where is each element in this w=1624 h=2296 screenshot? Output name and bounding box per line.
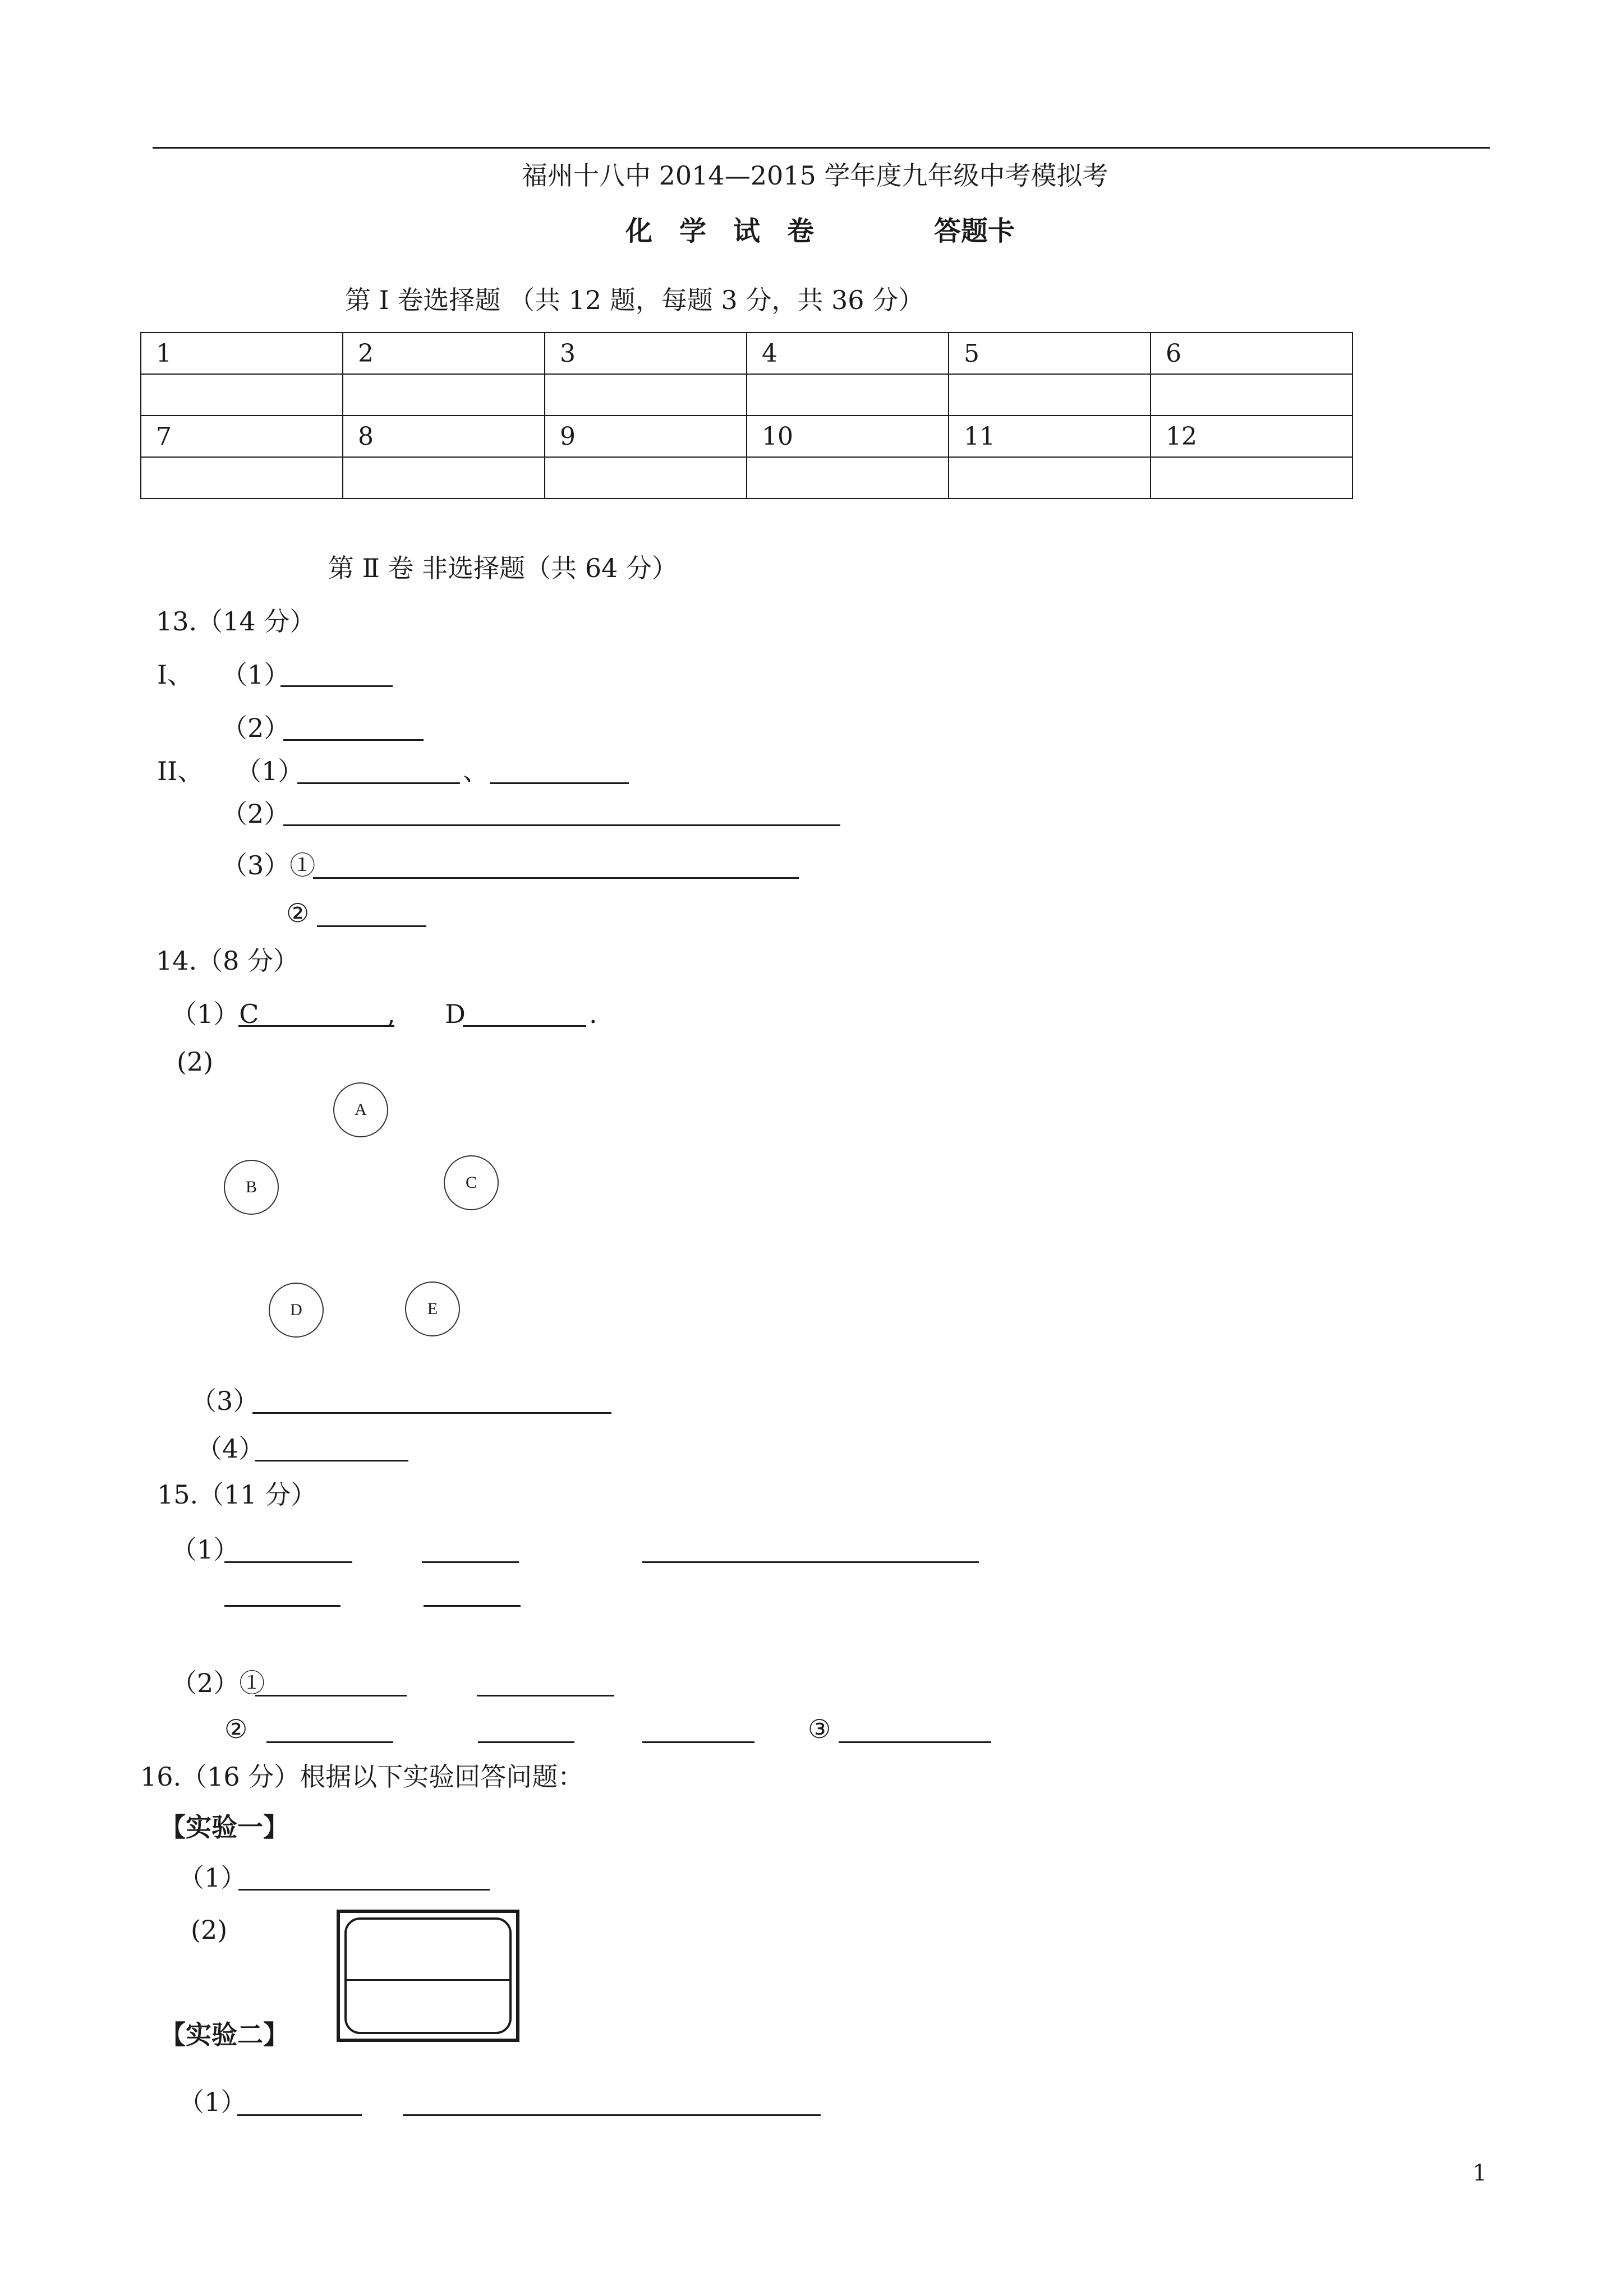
q14-part3-label: （3）	[191, 1386, 259, 1416]
node-e-label: E	[427, 1299, 438, 1318]
answer-cell[interactable]	[141, 374, 343, 416]
q14-part1-d-label: D	[445, 999, 466, 1029]
grid-number: 4	[747, 333, 949, 374]
answer-cell[interactable]	[545, 457, 747, 499]
q15-part2-label: （2）①	[171, 1668, 265, 1698]
q14-part4-label: （4）	[196, 1433, 265, 1464]
q15-part2-blank-6[interactable]	[839, 1741, 991, 1743]
node-d-circle[interactable]	[269, 1283, 324, 1338]
q14-part1-c-blank[interactable]	[238, 1025, 394, 1027]
q14-part1-comma: ,	[387, 999, 395, 1029]
grid-answer-row	[141, 457, 1352, 499]
q13-s1-part2-blank[interactable]	[283, 739, 424, 741]
page-number: 1	[1473, 2160, 1487, 2186]
q13-s2-part3-label: （3）①	[222, 850, 316, 880]
q15-part1-label: （1）	[171, 1534, 240, 1565]
q13-section1-label: I、	[157, 660, 194, 690]
q16-exp2-part1-label: （1）	[178, 2087, 247, 2117]
q15-part1-blank-4[interactable]	[224, 1605, 341, 1607]
card-title: 答题卡	[934, 215, 1015, 247]
q15-part2c-label: ③	[808, 1714, 831, 1744]
q14-part1-period: .	[589, 999, 597, 1029]
answer-cell[interactable]	[141, 457, 343, 499]
grid-number: 10	[747, 416, 949, 457]
q15-part2b-label: ②	[224, 1714, 248, 1744]
q13-s1-part1-blank[interactable]	[280, 685, 393, 687]
q15-part2-blank-3[interactable]	[266, 1741, 393, 1743]
drawing-frame-divider	[346, 1979, 510, 1981]
q16-exp2-part1-blank-a[interactable]	[237, 2114, 362, 2116]
answer-cell[interactable]	[343, 374, 545, 416]
answer-cell[interactable]	[1151, 374, 1352, 416]
answer-cell[interactable]	[343, 457, 545, 499]
q14-part1-label: （1）C	[171, 999, 259, 1029]
q13-s1-part1-label: （1）	[222, 660, 290, 690]
answer-cell[interactable]	[747, 457, 949, 499]
q13-s2-separator: 、	[463, 756, 489, 786]
q14-part3-blank[interactable]	[252, 1412, 611, 1414]
grid-number: 6	[1151, 333, 1352, 374]
grid-number: 9	[545, 416, 747, 457]
q13-s2-part1-blank-a[interactable]	[297, 782, 460, 784]
q15-part1-blank-5[interactable]	[424, 1605, 521, 1607]
q13-s2-part3-blank-b[interactable]	[317, 925, 426, 927]
answer-cell[interactable]	[949, 457, 1151, 499]
node-e-circle[interactable]	[405, 1281, 460, 1336]
node-a-circle[interactable]	[333, 1082, 388, 1137]
grid-number: 2	[343, 333, 545, 374]
q16-experiment2-heading: 【实验二】	[160, 2020, 289, 2050]
q15-part2-blank-1[interactable]	[255, 1695, 407, 1696]
q13-header: 13.（14 分）	[156, 606, 316, 637]
grid-number: 11	[949, 416, 1151, 457]
q15-part2-blank-4[interactable]	[478, 1741, 574, 1743]
q14-part4-blank[interactable]	[255, 1460, 408, 1461]
answer-cell[interactable]	[1151, 457, 1352, 499]
top-rule	[153, 147, 1490, 149]
node-d-label: D	[290, 1301, 302, 1319]
q13-section2-label: II、	[157, 756, 204, 786]
q15-part2-blank-2[interactable]	[477, 1695, 614, 1696]
q14-part2-label: (2)	[177, 1046, 214, 1077]
answer-grid	[140, 332, 1353, 499]
part2-title: 第 Ⅱ 卷 非选择题（共 64 分）	[328, 553, 678, 583]
q13-s2-part3-blank-a[interactable]	[313, 877, 799, 879]
grid-answer-row	[141, 374, 1352, 416]
q16-header: 16.（16 分）根据以下实验回答问题：	[140, 1762, 584, 1792]
school-title: 福州十八中 2014—2015 学年度九年级中考模拟考	[522, 160, 1108, 191]
q13-s2-part2-label: （2）	[222, 799, 290, 829]
q13-s2-part3b-label: ②	[286, 898, 310, 928]
drawing-frame[interactable]	[337, 1910, 519, 2042]
answer-cell[interactable]	[545, 374, 747, 416]
q15-part1-blank-3[interactable]	[642, 1561, 979, 1563]
grid-number: 12	[1151, 416, 1352, 457]
q15-part1-blank-1[interactable]	[224, 1561, 352, 1563]
q16-exp1-part2-label: (2)	[191, 1915, 228, 1945]
grid-number: 3	[545, 333, 747, 374]
q14-header: 14.（8 分）	[156, 946, 300, 976]
part1-title: 第 I 卷选择题 （共 12 题，每题 3 分，共 36 分）	[345, 285, 924, 315]
q16-exp1-part1-blank[interactable]	[238, 1889, 490, 1891]
q13-s2-part1-blank-b[interactable]	[490, 782, 629, 784]
q15-part2-blank-5[interactable]	[642, 1741, 755, 1743]
q14-part1-d-blank[interactable]	[463, 1025, 586, 1027]
q15-header: 15.（11 分）	[157, 1479, 317, 1510]
drawing-frame-inner	[344, 1917, 512, 2034]
q13-s2-part1-label: （1）	[236, 756, 304, 786]
subject-title: 化 学 试 卷	[625, 215, 815, 247]
grid-number: 1	[141, 333, 343, 374]
grid-number: 5	[949, 333, 1151, 374]
grid-number: 8	[343, 416, 545, 457]
node-b-label: B	[245, 1178, 257, 1196]
grid-number: 7	[141, 416, 343, 457]
node-c-label: C	[465, 1173, 477, 1192]
q16-exp1-part1-label: （1）	[178, 1862, 247, 1893]
grid-number-row	[141, 333, 1352, 374]
q13-s2-part2-blank[interactable]	[283, 824, 840, 826]
answer-cell[interactable]	[949, 374, 1151, 416]
q16-exp2-part1-blank-b[interactable]	[403, 2114, 821, 2116]
node-b-circle[interactable]	[224, 1160, 279, 1215]
q13-s1-part2-label: （2）	[222, 713, 290, 743]
node-a-label: A	[355, 1100, 367, 1119]
answer-cell[interactable]	[747, 374, 949, 416]
q15-part1-blank-2[interactable]	[422, 1561, 519, 1563]
q16-experiment1-heading: 【实验一】	[160, 1812, 289, 1842]
grid-number-row	[141, 416, 1352, 457]
node-c-circle[interactable]	[444, 1155, 499, 1210]
